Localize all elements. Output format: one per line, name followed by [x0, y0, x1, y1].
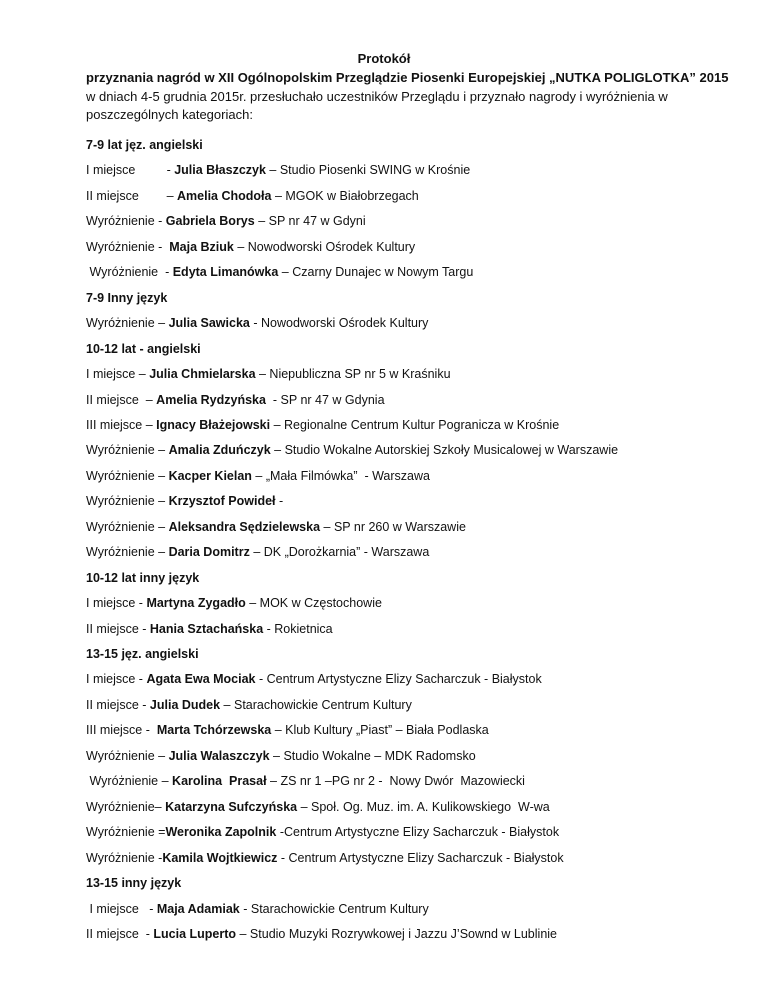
participant-name: Amalia Zduńczyk: [168, 443, 271, 457]
award-label: II miejsce –: [86, 393, 157, 407]
participant-name: Julia Sawicka: [168, 316, 250, 330]
participant-name: Agata Ewa Mociak: [146, 672, 256, 686]
award-label: II miejsce -: [86, 927, 154, 941]
participant-name: Katarzyna Sufczyńska: [165, 800, 298, 814]
category-heading: 7-9 lat jęz. angielski: [86, 138, 203, 152]
participant-institution: – SP nr 260 w Warszawie: [320, 520, 466, 534]
header-line-1: [86, 69, 736, 87]
participant-institution: - Centrum Artystyczne Elizy Sacharczuk - Białystok: [277, 851, 564, 865]
award-label: III miejsce –: [86, 418, 157, 432]
participant-name: Hania Sztachańska: [149, 622, 264, 636]
participant-name: Karolina Prasał: [172, 774, 267, 788]
participant-institution: – SP nr 47 w Gdyni: [254, 214, 366, 228]
award-label: III miejsce -: [86, 723, 157, 737]
award-entry: [86, 213, 366, 229]
participant-institution: - Starachowickie Centrum Kultury: [239, 902, 429, 916]
header-line-2: w dniach 4-5 grudnia 2015r. przesłuchało uczestników Przeglądu i przyznało nagrody i wyróżnienia w: [86, 89, 668, 104]
participant-name: Ignacy Błażejowski: [156, 418, 271, 432]
award-entry: [86, 595, 382, 611]
award-entry: [86, 748, 476, 764]
award-label: Wyróżnienie -: [86, 240, 170, 254]
award-entry: [86, 366, 451, 382]
award-label: Wyróżnienie –: [86, 774, 173, 788]
category-heading: 13-15 jęz. angielski: [86, 647, 199, 661]
participant-institution: – Studio Muzyki Rozrywkowej i Jazzu J’Sownd w Lublinie: [236, 927, 557, 941]
award-entry: [86, 773, 525, 789]
participant-name: Maja Adamiak: [156, 902, 240, 916]
participant-institution: – MOK w Częstochowie: [245, 596, 382, 610]
award-entry: [86, 264, 473, 280]
award-label: II miejsce –: [86, 189, 177, 203]
participant-institution: -: [275, 494, 284, 508]
award-entry: [86, 824, 559, 840]
participant-name: Amelia Chodoła: [177, 189, 272, 203]
award-entry: [86, 468, 430, 484]
award-label: II miejsce -: [86, 622, 150, 636]
participant-institution: – DK „Dorożkarnia” - Warszawa: [249, 545, 430, 559]
participant-name: Amelia Rydzyńska: [156, 393, 266, 407]
participant-name: Kacper Kielan: [168, 469, 252, 483]
participant-name: Maja Bziuk: [169, 240, 234, 254]
award-label: Wyróżnienie –: [86, 494, 169, 508]
award-entry: [86, 162, 470, 178]
participant-institution: – Regionalne Centrum Kultur Pogranicza w Krośnie: [270, 418, 560, 432]
award-entry: [86, 799, 550, 815]
award-entry: [86, 621, 333, 637]
award-entry: [86, 315, 428, 331]
participant-institution: – Nowodworski Ośrodek Kultury: [233, 240, 416, 254]
participant-institution: – Czarny Dunajec w Nowym Targu: [278, 265, 474, 279]
award-entry: [86, 493, 283, 509]
award-label: Wyróżnienie -: [86, 265, 173, 279]
award-entry: [86, 442, 618, 458]
category-heading: 13-15 inny język: [86, 876, 182, 890]
award-label: I miejsce –: [86, 367, 150, 381]
participant-name: Gabriela Borys: [165, 214, 255, 228]
participant-name: Lucia Luperto: [153, 927, 237, 941]
participant-name: Daria Domitrz: [168, 545, 250, 559]
award-entry: [86, 926, 557, 942]
participant-institution: – Społ. Og. Muz. im. A. Kulikowskiego W-wa: [297, 800, 550, 814]
participant-institution: - Rokietnica: [263, 622, 333, 636]
participant-name: Julia Chmielarska: [149, 367, 256, 381]
participant-institution: – Studio Piosenki SWING w Krośnie: [265, 163, 471, 177]
award-entry: [86, 519, 466, 535]
award-label: Wyróżnienie –: [86, 520, 169, 534]
participant-institution: -Centrum Artystyczne Elizy Sacharczuk - Białystok: [276, 825, 560, 839]
participant-institution: – MGOK w Białobrzegach: [271, 189, 419, 203]
participant-name: Julia Walaszczyk: [168, 749, 270, 763]
participant-institution: - Centrum Artystyczne Elizy Sacharczuk - Białystok: [255, 672, 542, 686]
participant-name: Aleksandra Sędzielewska: [168, 520, 321, 534]
award-entry: [86, 901, 429, 917]
category-heading: 10-12 lat - angielski: [86, 342, 201, 356]
award-label: Wyróżnienie –: [86, 443, 169, 457]
award-entry: [86, 188, 419, 204]
participant-institution: – Klub Kultury „Piast” – Biała Podlaska: [271, 723, 489, 737]
participant-institution: – Niepubliczna SP nr 5 w Kraśniku: [255, 367, 451, 381]
participant-name: Edyta Limanówka: [172, 265, 279, 279]
participant-name: Julia Dudek: [149, 698, 221, 712]
participant-name: Krzysztof Powideł: [168, 494, 276, 508]
document-title: Protokół: [357, 51, 411, 66]
header-line-3: poszczególnych kategoriach:: [86, 107, 253, 122]
award-entry: [86, 671, 542, 687]
award-label: Wyróżnienie =: [86, 825, 166, 839]
award-label: Wyróżnienie –: [86, 749, 169, 763]
award-entry: [86, 697, 412, 713]
award-label: I miejsce -: [86, 672, 147, 686]
award-label: Wyróżnienie–: [86, 800, 166, 814]
award-entry: [86, 417, 559, 433]
award-entry: [86, 239, 415, 255]
participant-name: Marta Tchórzewska: [156, 723, 272, 737]
participant-institution: – Starachowickie Centrum Kultury: [220, 698, 412, 712]
participant-institution: - SP nr 47 w Gdynia: [265, 393, 385, 407]
award-entry: [86, 850, 564, 866]
award-label: I miejsce -: [86, 596, 147, 610]
participant-institution: – ZS nr 1 –PG nr 2 - Nowy Dwór Mazowiecki: [266, 774, 525, 788]
category-heading: 10-12 lat inny język: [86, 571, 200, 585]
participant-institution: – Studio Wokalne – MDK Radomsko: [269, 749, 476, 763]
award-entry: [86, 392, 385, 408]
award-entry: [86, 544, 429, 560]
award-label: Wyróżnienie -: [86, 851, 163, 865]
participant-institution: – „Mała Filmówka” - Warszawa: [251, 469, 430, 483]
award-label: Wyróżnienie -: [86, 214, 166, 228]
participant-institution: - Nowodworski Ośrodek Kultury: [249, 316, 429, 330]
award-label: I miejsce -: [86, 902, 157, 916]
award-label: Wyróżnienie –: [86, 316, 169, 330]
participant-name: Martyna Zygadło: [146, 596, 246, 610]
award-label: I miejsce -: [86, 163, 175, 177]
award-label: II miejsce -: [86, 698, 150, 712]
participant-name: Julia Błaszczyk: [174, 163, 266, 177]
header-line-1-text: przyznania nagród w XII Ogólnopolskim Przeglądzie Piosenki Europejskiej „NUTKA POLIGLOTKA” 2015: [86, 70, 729, 85]
award-label: Wyróżnienie –: [86, 545, 169, 559]
award-label: Wyróżnienie –: [86, 469, 169, 483]
participant-name: Weronika Zapolnik: [165, 825, 277, 839]
participant-name: Kamila Wojtkiewicz: [162, 851, 278, 865]
award-entry: [86, 722, 489, 738]
participant-institution: – Studio Wokalne Autorskiej Szkoły Musicalowej w Warszawie: [270, 443, 619, 457]
category-heading: 7-9 Inny język: [86, 291, 168, 305]
